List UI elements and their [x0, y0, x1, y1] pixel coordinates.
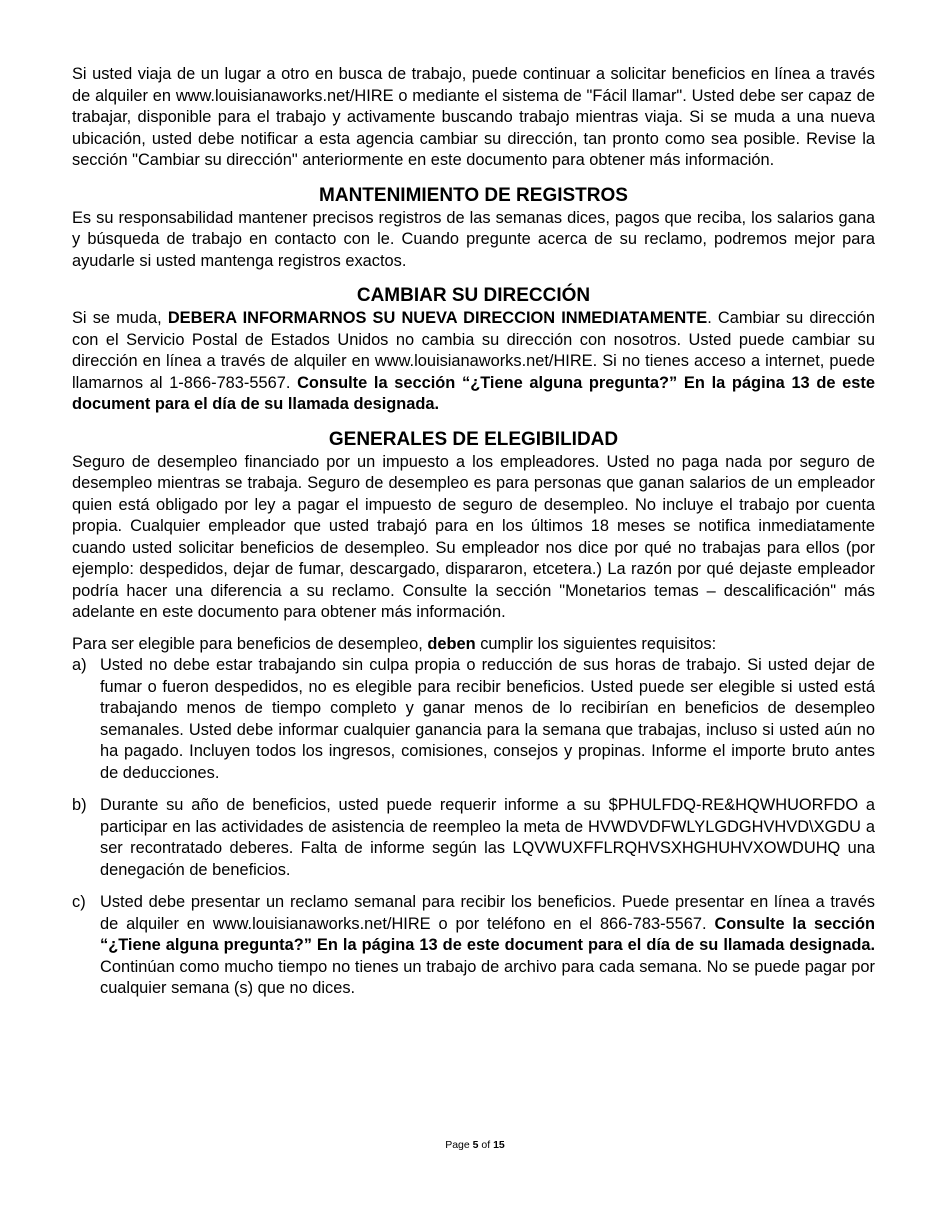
- eligibility-heading: GENERALES DE ELEGIBILIDAD: [328, 428, 619, 450]
- requirement-c: [72, 892, 875, 1000]
- requirement-a-text: Usted no debe estar trabajando sin culpa propia o reducción de sus horas de trabajo. Si usted dejar de fumar o fueron despedidos, no es elegible para recibir beneficios. Usted puede ser elegible si usted está trabajando menos de tiempo completo y ganar menos de lo recibirían en beneficios de desempleo semanales. Usted debe informar cualquier ganancia para la semana que trabajas, incluso si usted aún no ha pagado. Incluyen todos los ingresos, comisiones, consejos y propinas. Informe el importe bruto antes de deducciones.: [100, 656, 875, 782]
- records-paragraph: Es su responsabilidad mantener precisos registros de las semanas dices, pagos que reciba, los salarios gana y búsqueda de trabajo en contacto con le. Cuando pregunte acerca de su reclamo, podremos mejor para ayudarle si usted mantenga registros exactos.: [72, 208, 875, 270]
- requirements-intro: [72, 634, 875, 656]
- requirement-b-part2: a participar en las actividades de asistencia de reempleo la meta de: [100, 796, 876, 836]
- requirement-b-garbled3: LQVWUXFFLRQHVSXHGHUHVXOWDUHQ: [512, 839, 841, 857]
- address-lead: Si se muda,: [72, 309, 168, 327]
- document-page: [72, 64, 875, 1000]
- eligibility-paragraph: Seguro de desempleo financiado por un impuesto a los empleadores. Usted no paga nada por seguro de desempleo mientras se trabaja. Seguro de desempleo es para personas que ganan salarios de un empleador quien está obligado por ley a pagar el impuesto de seguro de desempleo. No incluye el trabajo por cuenta propia. Cualquier empleador que usted trabajó para en los últimos 18 meses se notifica inmediatamente cuando usted solicitar beneficios de desempleo. Su empleador nos dice por qué no trabajas para ellos (por ejemplo: despedidos, dejar de fumar, descargado, dispararon, etcetera.) La razón por qué dejaste empleador podría hacer una diferencia a su reclamo. Consulte la sección "Monetarios temas – descalificación" más adelante en este documento para obtener más información.: [72, 452, 875, 621]
- requirements-bold: deben: [427, 634, 476, 653]
- requirement-c-bold: Consulte la sección “¿Tiene alguna pregunta?” En la página 13 de este document para el día de su llamada designada.: [100, 914, 875, 954]
- requirement-b-marker: b): [72, 796, 87, 814]
- address-bold-refer: Consulte la sección “¿Tiene alguna pregunta?” En la página 13 de este document para el día de su llamada designada.: [72, 373, 875, 413]
- footer-of-label: of: [478, 1139, 494, 1151]
- intro-paragraph: Si usted viaja de un lugar a otro en busca de trabajo, puede continuar a solicitar beneficios en línea a través de alquiler en www.louisianaworks.net/HIRE o mediante el sistema de "Fácil llamar". Usted debe ser capaz de trabajar, disponible para el trabajo y activamente buscando trabajo mientras viaja. Si se muda a una nueva ubicación, usted debe notificar a esta agencia cambiar su dirección, tan pronto como sea posible. Revise la sección "Cambiar su dirección" anteriormente en este documento para obtener más información.: [72, 65, 875, 169]
- requirement-c-part2: Continúan como mucho tiempo no tienes un trabajo de archivo para cada semana. No se puede pagar por cualquier semana (s) que no dices.: [100, 957, 875, 997]
- requirement-b-garbled2: HVWDVDFWLYLGDGHVHVD\XGDU: [588, 817, 861, 836]
- page-footer: [0, 1139, 950, 1151]
- requirement-b-part4: una denegación de beneficios.: [100, 839, 875, 879]
- requirements-list: [72, 655, 875, 1000]
- records-heading: MANTENIMIENTO DE REGISTROS: [319, 184, 628, 206]
- requirement-c-marker: c): [72, 893, 86, 911]
- requirement-a-marker: a): [72, 656, 87, 674]
- requirement-b-part1: Durante su año de beneficios, usted puede requerir informe a su: [100, 796, 609, 814]
- requirement-c-part1: Usted debe presentar un reclamo semanal para recibir los beneficios. Puede presentar en línea a través de alquiler en www.louisianaworks.net/HIRE o por teléfono en el 866-783-5567.: [100, 893, 875, 933]
- requirements-tail: cumplir los siguientes requisitos:: [475, 634, 717, 653]
- requirement-a: [72, 655, 875, 784]
- requirement-b-garbled1: $PHULFDQ-RE&HQWHUORFDO: [608, 796, 859, 814]
- address-mid: . Cambiar su dirección con el Servicio Postal de Estados Unidos no cambia su dirección con nosotros. Usted puede cambiar su dirección en línea a través de alquiler en www.louisianaworks.net/HIRE. Si no tienes acceso a internet, puede llamarnos al 1-866-783-5567.: [72, 309, 876, 392]
- address-bold-notice: DEBERA INFORMARNOS SU NUEVA DIRECCION INMEDIATAMENTE: [167, 309, 708, 327]
- footer-page-number: 5: [472, 1139, 479, 1151]
- requirements-lead: Para ser elegible para beneficios de desempleo,: [72, 634, 428, 653]
- requirement-b-part3: a ser recontratado deberes. Falta de informe según las: [100, 817, 876, 857]
- requirement-b: [72, 795, 875, 881]
- footer-page-label: Page: [445, 1139, 473, 1151]
- address-heading: CAMBIAR SU DIRECCIÓN: [356, 285, 591, 306]
- footer-page-total: 15: [493, 1139, 505, 1151]
- address-paragraph: [72, 308, 875, 416]
